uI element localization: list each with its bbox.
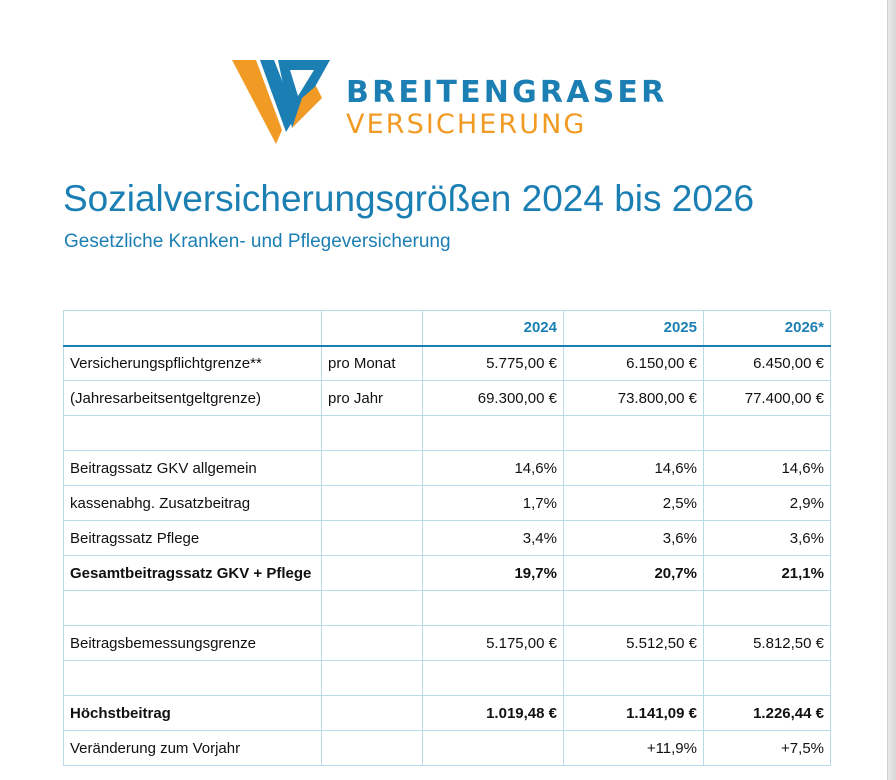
row-unit <box>322 626 423 661</box>
row-label: Versicherungspflichtgrenze** <box>64 346 322 381</box>
value-2025 <box>564 591 704 626</box>
row-unit <box>322 416 423 451</box>
row-label: Beitragsbemessungsgrenze <box>64 626 322 661</box>
table-header-row <box>64 311 831 346</box>
value-2024: 19,7% <box>423 556 564 591</box>
value-2026: 6.450,00 € <box>704 346 831 381</box>
row-label: Höchstbeitrag <box>64 696 322 731</box>
row-label <box>64 591 322 626</box>
value-2026 <box>704 416 831 451</box>
value-2026: 77.400,00 € <box>704 381 831 416</box>
row-unit: pro Monat <box>322 346 423 381</box>
table-row <box>64 346 831 381</box>
value-2024: 5.775,00 € <box>423 346 564 381</box>
table-row <box>64 486 831 521</box>
row-unit <box>322 556 423 591</box>
bv-logo-icon <box>232 58 332 148</box>
row-label: (Jahresarbeitsentgeltgrenze) <box>64 381 322 416</box>
row-unit <box>322 661 423 696</box>
page-subtitle: Gesetzliche Kranken- und Pflegeversicherung <box>64 231 451 252</box>
table-row <box>64 451 831 486</box>
value-2026: 14,6% <box>704 451 831 486</box>
table-row <box>64 591 831 626</box>
table-row <box>64 556 831 591</box>
value-2025: 20,7% <box>564 556 704 591</box>
table-row <box>64 626 831 661</box>
value-2025: 2,5% <box>564 486 704 521</box>
value-2025: 73.800,00 € <box>564 381 704 416</box>
row-unit <box>322 696 423 731</box>
value-2026: 1.226,44 € <box>704 696 831 731</box>
value-2025: 5.512,50 € <box>564 626 704 661</box>
table-row <box>64 416 831 451</box>
row-label: Beitragssatz GKV allgemein <box>64 451 322 486</box>
row-unit <box>322 591 423 626</box>
value-2025 <box>564 661 704 696</box>
value-2025: 6.150,00 € <box>564 346 704 381</box>
value-2026 <box>704 591 831 626</box>
value-2024 <box>423 416 564 451</box>
value-2025: +11,9% <box>564 731 704 766</box>
row-label: Beitragssatz Pflege <box>64 521 322 556</box>
row-unit <box>322 451 423 486</box>
value-2024: 1,7% <box>423 486 564 521</box>
value-2024 <box>423 661 564 696</box>
brand-name: BREITENGRASER <box>346 75 668 110</box>
value-2026: 2,9% <box>704 486 831 521</box>
table-row <box>64 381 831 416</box>
brand-suffix: VERSICHERUNG <box>346 109 587 140</box>
header-2024: 2024 <box>423 311 564 346</box>
value-2026: +7,5% <box>704 731 831 766</box>
row-unit: pro Jahr <box>322 381 423 416</box>
value-2026 <box>704 661 831 696</box>
value-2026: 21,1% <box>704 556 831 591</box>
value-2024: 1.019,48 € <box>423 696 564 731</box>
value-2024: 5.175,00 € <box>423 626 564 661</box>
value-2024 <box>423 591 564 626</box>
value-2024 <box>423 731 564 766</box>
row-label <box>64 416 322 451</box>
value-2024: 3,4% <box>423 521 564 556</box>
row-unit <box>322 731 423 766</box>
table-row <box>64 696 831 731</box>
row-label: Veränderung zum Vorjahr <box>64 731 322 766</box>
header-unit <box>322 311 423 346</box>
page-edge <box>887 0 896 780</box>
value-2024: 14,6% <box>423 451 564 486</box>
row-label: Gesamtbeitragssatz GKV + Pflege <box>64 556 322 591</box>
row-label <box>64 661 322 696</box>
table-row <box>64 661 831 696</box>
value-2025: 3,6% <box>564 521 704 556</box>
insurance-table <box>63 310 831 766</box>
value-2025: 1.141,09 € <box>564 696 704 731</box>
value-2026: 5.812,50 € <box>704 626 831 661</box>
header-2025: 2025 <box>564 311 704 346</box>
header-2026: 2026* <box>704 311 831 346</box>
value-2025: 14,6% <box>564 451 704 486</box>
value-2025 <box>564 416 704 451</box>
page-title: Sozialversicherungsgrößen 2024 bis 2026 <box>63 178 755 219</box>
row-unit <box>322 486 423 521</box>
header-label <box>64 311 322 346</box>
table-row <box>64 521 831 556</box>
table-row <box>64 731 831 766</box>
row-label: kassenabhg. Zusatzbeitrag <box>64 486 322 521</box>
value-2026: 3,6% <box>704 521 831 556</box>
value-2024: 69.300,00 € <box>423 381 564 416</box>
row-unit <box>322 521 423 556</box>
brand-logo <box>232 58 672 148</box>
